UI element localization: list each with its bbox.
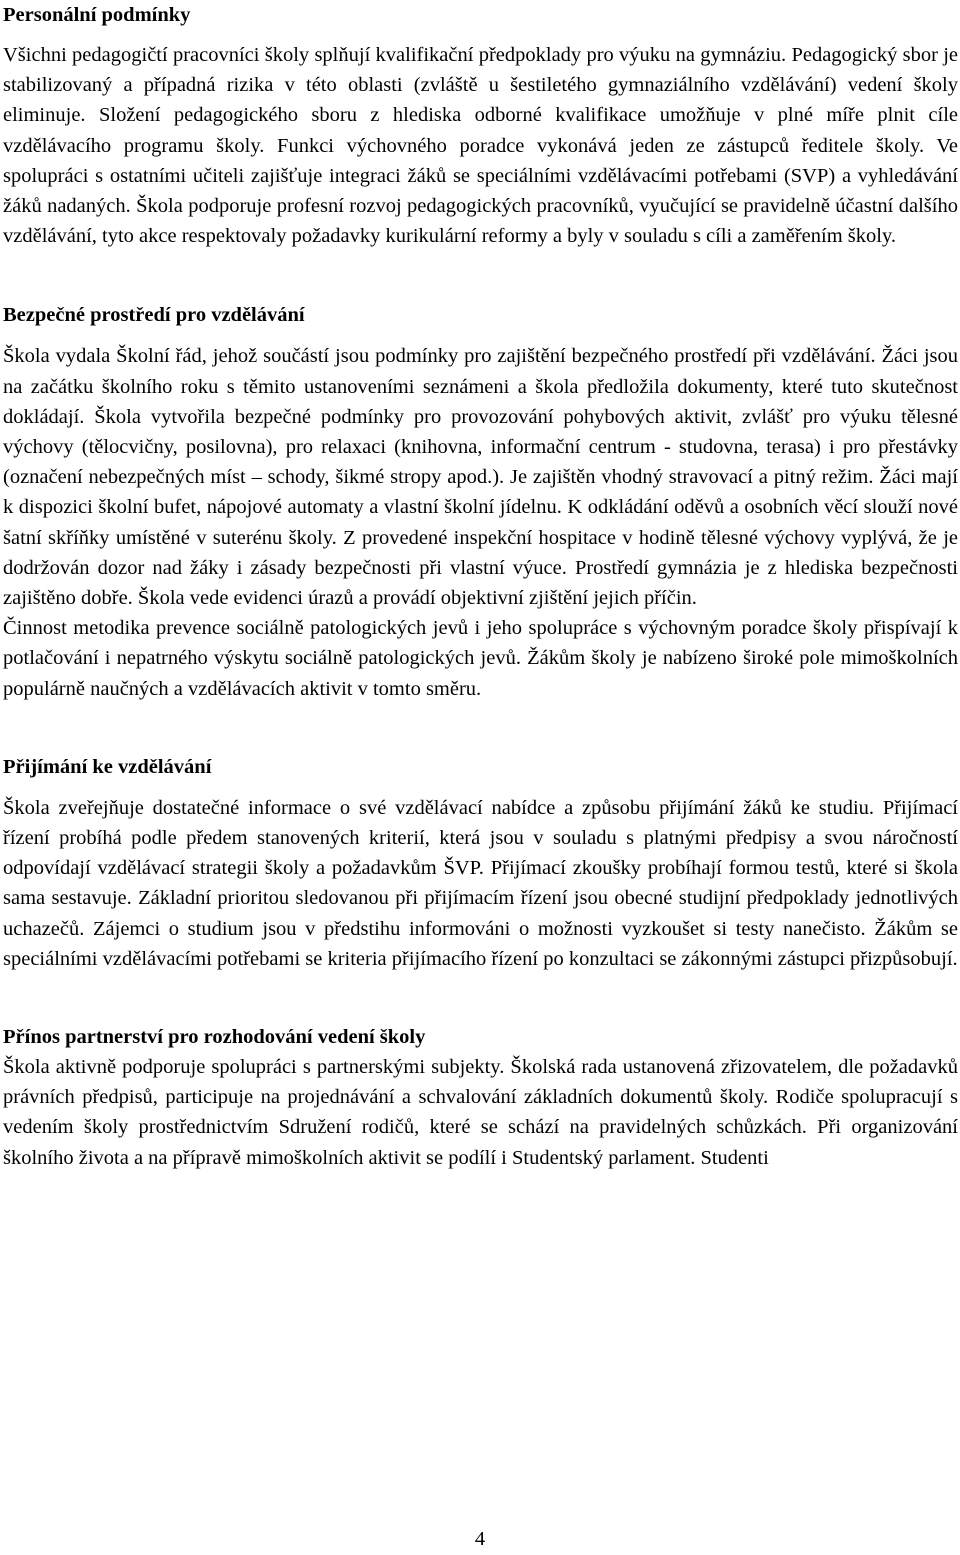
section-heading-safety: Bezpečné prostředí pro vzdělávání xyxy=(3,304,305,327)
page-number: 4 xyxy=(474,1528,486,1550)
paragraph-partnership: Škola aktivně podporuje spolupráci s partnerskými subjekty. Školská rada ustanovená zřizovatelem, dle požadavků právních předpisů, participuje na projednávání a schvalování základních dokumentů školy. Rodiče spolupracují s vedením školy prostřednictvím Sdružení rodičů, které se schází na pravidelných schůzkách. Při organizování školního života a na přípravě mimoškolních aktivit se podílí i Studentský parlament. Studenti xyxy=(3,1056,958,1169)
paragraph-admission: Škola zveřejňuje dostatečné informace o své vzdělávací nabídce a způsobu přijímání žáků ke studiu. Přijímací řízení probíhá podle předem stanovených kriterií, která jsou v souladu s platnými předpisy a svou náročností odpovídají vzdělávací strategii školy a požadavkům ŠVP. Přijímací zkoušky probíhají formou testů, které si škola sama sestavuje. Základní prioritou sledovanou při přijímacím řízení jsou obecné studijní předpoklady jednotlivých uchazečů. Zájemci o studium jsou v předstihu informováni o možnosti vyzkoušet si testy nanečisto. Žákům se speciálními vzdělávacími potřebami se kriteria přijímacího řízení po konzultaci se zákonnými zástupci přizpůsobují. xyxy=(3,796,958,970)
paragraph-safety-1: Škola vydala Školní řád, jehož součástí jsou podmínky pro zajištění bezpečného prostředí při vzdělávání. Žáci jsou na začátku školního roku s těmito ustanoveními seznámeni a škola předložila dokumenty, které tuto skutečnost dokládají. Škola vytvořila bezpečné podmínky pro provozování pohybových aktivit, zvlášť pro výuku tělesné výchovy (tělocvičny, posilovna), pro relaxaci (knihovna, informační centrum - studovna, terasa) i pro přestávky (označení nebezpečných míst – schody, šikmé stropy apod.). Je zajištěn vhodný stravovací a pitný režim. Žáci mají k dispozici školní bufet, nápojové automaty a vlastní školní jídelnu. K odkládání oděvů a osobních věcí slouží nové šatní skříňky umístěné v suterénu školy. Z provedené inspekční hospitace v hodině tělesné výchovy vyplývá, že je dodržován dozor nad žáky i zásady bezpečnosti při vlastní výuce. Prostředí gymnázia je z hlediska bezpečnosti zajištěno dobře. Škola vede evidenci úrazů a provádí objektivní zjištění jejich příčin. xyxy=(3,345,958,610)
section-heading-admission: Přijímání ke vzdělávání xyxy=(3,755,212,778)
section-heading-personal: Personální podmínky xyxy=(3,4,191,26)
paragraph-personal: Všichni pedagogičtí pracovníci školy splňují kvalifikační předpoklady pro výuku na gymnáziu. Pedagogický sbor je stabilizovaný a případná rizika v této oblasti (zvláště u šestiletého gymnaziálního vzdělávání) vedení školy eliminuje. Složení pedagogického sboru z hlediska odborné kvalifikace umožňuje v plné míře plnit cíle vzdělávacího programu školy. Funkci výchovného poradce vykonává jeden ze zástupců ředitele školy. Ve spolupráci s ostatními učiteli zajišťuje integraci žáků se speciálními vzdělávacími potřebami (SVP) a vyhledávání žáků nadaných. Škola podporuje profesní rozvoj pedagogických pracovníků, vyučující se pravidelně účastní dalšího vzdělávání, tyto akce respektovaly požadavky kurikulární reformy a byly v souladu s cíli a zaměřením školy. xyxy=(3,44,958,248)
paragraph-safety-2: Činnost metodika prevence sociálně patologických jevů i jeho spolupráce s výchovným poradce školy přispívají k potlačování i nepatrného výskytu sociálně patologických jevů. Žákům školy je nabízeno široké pole mimoškolních populárně naučných a vzdělávacích aktivit v tomto směru. xyxy=(3,617,958,700)
section-heading-partnership: Přínos partnerství pro rozhodování vedení školy xyxy=(3,1026,426,1049)
